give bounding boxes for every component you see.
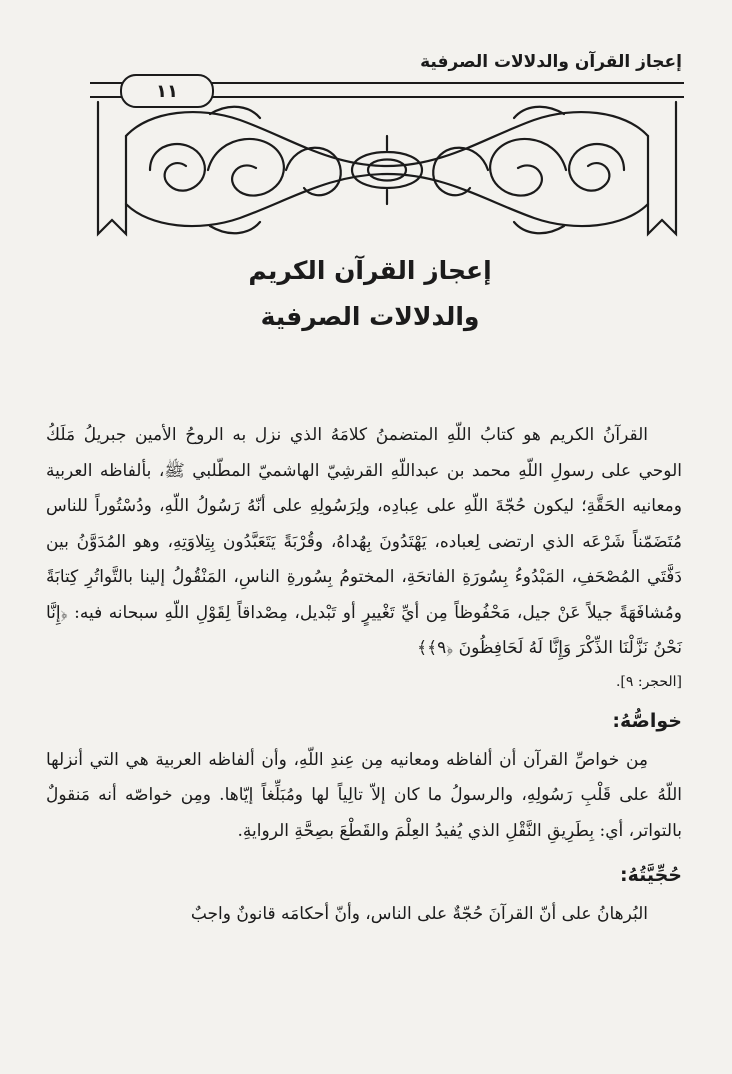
quran-reference: [الحجر: ٩]. (615, 673, 682, 690)
decorative-header-ornament (90, 96, 684, 246)
intro-paragraph: القرآنُ الكريم هو كتابُ اللّهِ المتضمنُ كلامَهُ الذي نزل به الروحُ الأمين جبريلُ مَلَكُ الوحي على رسولِ اللّهِ محمد بن عبداللّهِ القرشِيّ الهاشميّ المطّلبي ﷺ، بألفاظه العربية ومعانيه الحَقَّةِ؛ ليكون حُجّةَ اللّهِ على عِبادِه، ولِرَسُولِهِ على أنّهُ رَسُولُ اللّهِ، ودُسْتُوراً للناس مُتَضَمّناً شَرْعَه الذي ارتضى لِعباده، يَهْتَدُونَ بِهُداهُ، وقُرْبَةً يَتَعَبَّدُون بِتِلاوَتِهِ، وهو المُدَوَّنُ بين دَفَّتَي المُصْحَفِ، المَبْدُوءُ بِسُورَةِ الفاتحَةِ، المختومُ بِسُورةِ الناسِ، المَنْقُولُ إلينا بالتَّواتُرِ كِتابَةً ومُشافَهَةً جيلاً عَنْ جيل، مَحْفُوظاً مِن أيِّ تَغْييرٍ أو تَبْديل، مِصْداقاً لِقَوْلِ اللّهِ سبحانه فيه: ﴿إِنَّا نَحْنُ نَزَّلْنَا الذِّكْرَ وَإِنَّا لَهُ لَحَافِظُونَ ﴿٩﴾﴾ (46, 425, 682, 658)
section-paragraph-properties: مِن خواصِّ القرآن أن ألفاظه ومعانيه مِن عِندِ اللّهِ، وأن ألفاظه العربية هي التي أنزلها اللّهُ على قَلْبِ رَسُولِهِ، والرسولُ ما كان إلاّ تالِياً لها ومُبَلِّغاً إيّاها. ومِن خواصّه أنه مَنقولٌ بالتواتر، أي: بِطَرِيقِ النَّقْلِ الذي يُفيدُ العِلْمَ والقَطْعَ بصِحَّةِ الروايةِ. (46, 749, 682, 841)
body-text (46, 418, 682, 933)
section-heading-properties: خواصُّهُ: (612, 709, 682, 732)
page-number: ١١ (120, 74, 214, 108)
chapter-title-line-1: إعجاز القرآن الكريم (248, 256, 492, 285)
section-paragraph-authority: البُرهانُ على أنّ القرآنَ حُجّةٌ على الناس، وأنّ أحكامَه قانونٌ واجبٌ (190, 904, 648, 924)
running-head: إعجاز القرآن والدلالات الصرفية (420, 52, 682, 72)
chapter-title (100, 248, 640, 340)
section-heading-authority: حُجِّيَّتُهُ: (619, 864, 682, 886)
chapter-title-line-2: والدلالات الصرفية (260, 302, 480, 331)
